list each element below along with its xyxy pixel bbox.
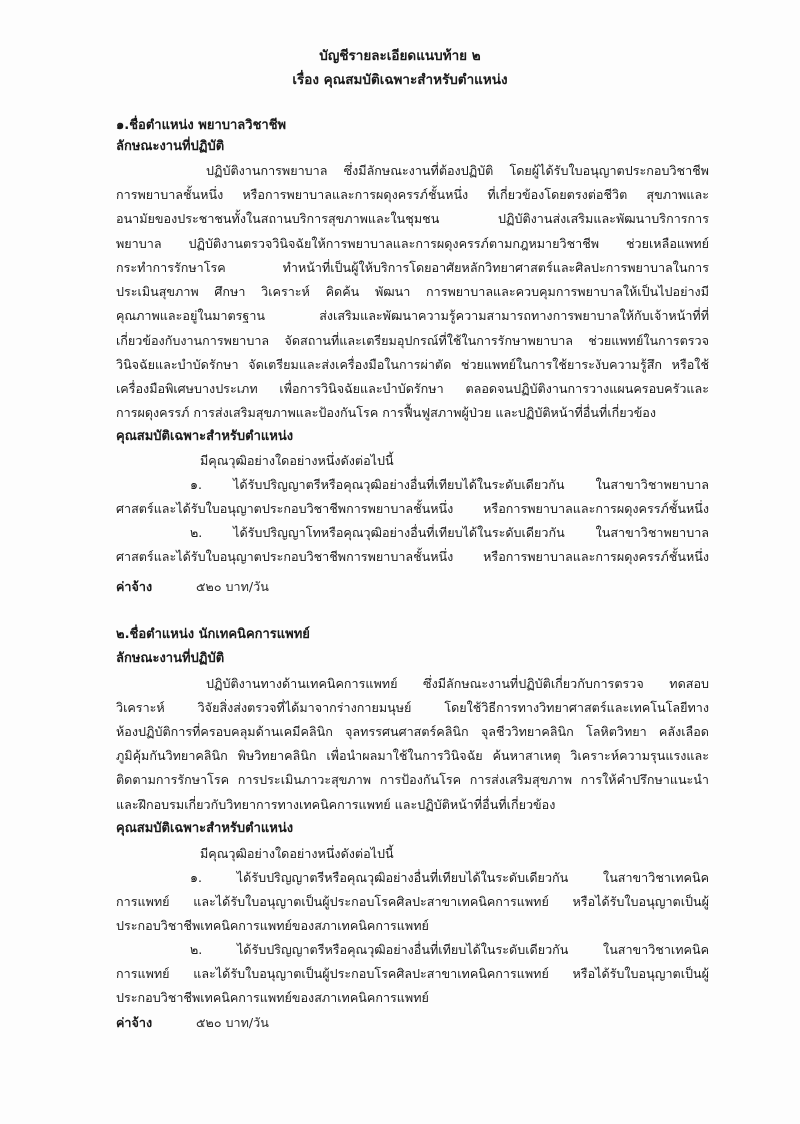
position-2-duties-line: ห้องปฏิบัติการที่ครอบคลุมด้านเคมีคลินิก จุลทรรศนศาสตร์คลินิก จุลชีววิทยาคลินิก โลหิตวิทยา คลังเลือด [116, 724, 709, 739]
position-1-qualification-item-2-cont: ศาสตร์และได้รับใบอนุญาตประกอบวิชาชีพการพยาบาลชั้นหนึ่ง หรือการพยาบาลและการผดุงครรภ์ชั้นหนึ่ง [116, 549, 709, 564]
position-1-qualification-item-1: ๑. ได้รับปริญญาตรีหรือคุณวุฒิอย่างอื่นที่เทียบได้ในระดับเดียวกัน ในสาขาวิชาพยาบาล [190, 477, 709, 492]
position-2-qualification-item-2: ๒. ได้รับปริญญาตรีหรือคุณวุฒิอย่างอื่นที่เทียบได้ในระดับเดียวกัน ในสาขาวิชาเทคนิค [190, 942, 709, 957]
position-2-qualification-item-1-cont: การแพทย์ และได้รับใบอนุญาตเป็นผู้ประกอบโรคศิลปะสาขาเทคนิคการแพทย์ หรือได้รับใบอนุญาตเป็นผู้ [116, 894, 709, 909]
position-1-qualification-item-2: ๒. ได้รับปริญญาโทหรือคุณวุฒิอย่างอื่นที่เทียบได้ในระดับเดียวกัน ในสาขาวิชาพยาบาล [190, 525, 709, 540]
position-2-duties-line: ภูมิคุ้มกันวิทยาคลินิก พิษวิทยาคลินิก เพื่อนำผลมาใช้ในการวินิจฉัย ค้นหาสาเหตุ วิเคราะห์ความรุนแรงและ [116, 748, 709, 763]
position-1-duties-line: ประเมินสุขภาพ ศึกษา วิเคราะห์ คิดค้น พัฒนา การพยาบาลและควบคุมการพยาบาลให้เป็นไปอย่างมี [116, 284, 709, 299]
position-1-duties-line: การผดุงครรภ์ การส่งเสริมสุขภาพและป้องกันโรค การฟื้นฟูสภาพผู้ป่วย และปฏิบัติหน้าที่อื่นที่เกี่ยวข้อง [116, 405, 657, 420]
position-1-duties-line: วินิจฉัยและบำบัดรักษา จัดเตรียมและส่งเครื่องมือในการผ่าตัด ช่วยแพทย์ในการใช้ยาระงับความรู้สึก หรือใช้ [116, 357, 709, 372]
position-2-duties-line: และฝึกอบรมเกี่ยวกับวิทยาการทางเทคนิคการแพทย์ และปฏิบัติหน้าที่อื่นที่เกี่ยวข้อง [116, 797, 556, 812]
position-2-duties-line: ปฏิบัติงานทางด้านเทคนิคการแพทย์ ซึ่งมีลักษณะงานที่ปฏิบัติเกี่ยวกับการตรวจ ทดสอบ [206, 676, 709, 691]
position-1-duties-line: คุณภาพและอยู่ในมาตรฐาน ส่งเสริมและพัฒนาความรู้ความสามารถทางการพยาบาลให้กับเจ้าหน้าที่ที่ [116, 308, 709, 323]
position-1-wage-value: ๕๒๐ บาท/วัน [196, 579, 269, 594]
position-1-duties-line: เกี่ยวข้องกับงานการพยาบาล จัดสถานที่และเตรียมอุปกรณ์ที่ใช้ในการรักษาพยาบาล ช่วยแพทย์ในการตรวจ [116, 333, 709, 348]
document-title [0, 44, 800, 92]
position-2-qualifications-label: คุณสมบัติเฉพาะสำหรับตำแหน่ง [116, 821, 294, 836]
title-line-2: เรื่อง คุณสมบัติเฉพาะสำหรับตำแหน่ง [292, 72, 508, 88]
position-2-heading: ๒.ชื่อตำแหน่ง นักเทคนิคการแพทย์ [116, 627, 310, 642]
position-2-duties-label: ลักษณะงานที่ปฏิบัติ [116, 651, 225, 666]
position-1-duties-line: การพยาบาลชั้นหนึ่ง หรือการพยาบาลและการผดุงครรภ์ชั้นหนึ่ง ที่เกี่ยวข้องโดยตรงต่อชีวิต สุขภาพและ [116, 187, 709, 202]
position-1-qualifications-intro: มีคุณวุฒิอย่างใดอย่างหนึ่งดังต่อไปนี้ [200, 453, 394, 468]
position-1-duties-label: ลักษณะงานที่ปฏิบัติ [116, 139, 225, 154]
position-2-duties-line: วิเคราะห์ วิจัยสิ่งส่งตรวจที่ได้มาจากร่างกายมนุษย์ โดยใช้วิธีการทางวิทยาศาสตร์และเทคโนโลยีทาง [116, 700, 709, 715]
position-1-duties-line: พยาบาล ปฏิบัติงานตรวจวินิจฉัยให้การพยาบาลและการผดุงครรภ์ตามกฎหมายวิชาชีพ ช่วยเหลือแพทย์ [116, 236, 709, 251]
position-2-duties-line: ติดตามการรักษาโรค การประเมินภาวะสุขภาพ การป้องกันโรค การส่งเสริมสุขภาพ การให้คำปรึกษาแนะนำ [116, 772, 709, 787]
position-1-qualification-item-1-cont: ศาสตร์และได้รับใบอนุญาตประกอบวิชาชีพการพยาบาลชั้นหนึ่ง หรือการพยาบาลและการผดุงครรภ์ชั้นหนึ่ง [116, 501, 709, 516]
position-2-qualification-item-1: ๑. ได้รับปริญญาตรีหรือคุณวุฒิอย่างอื่นที่เทียบได้ในระดับเดียวกัน ในสาขาวิชาเทคนิค [190, 870, 709, 885]
position-1-qualifications-label: คุณสมบัติเฉพาะสำหรับตำแหน่ง [116, 429, 294, 444]
position-2-wage-label: ค่าจ้าง [116, 1015, 153, 1030]
title-line-1: บัญชีรายละเอียดแนบท้าย ๒ [319, 48, 481, 64]
position-2-wage-value: ๕๒๐ บาท/วัน [196, 1015, 269, 1030]
position-1-heading: ๑.ชื่อตำแหน่ง พยาบาลวิชาชีพ [116, 118, 287, 133]
position-1-duties-line: อนามัยของประชาชนทั้งในสถานบริการสุขภาพและในชุมชน ปฏิบัติงานส่งเสริมและพัฒนาบริการการ [116, 211, 709, 226]
position-1-wage-label: ค่าจ้าง [116, 579, 153, 594]
position-1-duties-line: ปฏิบัติงานการพยาบาล ซึ่งมีลักษณะงานที่ต้องปฏิบัติ โดยผู้ได้รับใบอนุญาตประกอบวิชาชีพ [206, 163, 709, 178]
position-1-duties-line: เครื่องมือพิเศษบางประเภท เพื่อการวินิจฉัยและบำบัดรักษา ตลอดจนปฏิบัติงานการวางแผนครอบครัวและ [116, 381, 709, 396]
position-2-qualification-item-1-cont: ประกอบวิชาชีพเทคนิคการแพทย์ของสภาเทคนิคการแพทย์ [116, 918, 429, 933]
position-2-qualification-item-2-cont: การแพทย์ และได้รับใบอนุญาตเป็นผู้ประกอบโรคศิลปะสาขาเทคนิคการแพทย์ หรือได้รับใบอนุญาตเป็นผู้ [116, 966, 709, 981]
position-1-duties-line: กระทำการรักษาโรค ทำหน้าที่เป็นผู้ให้บริการโดยอาศัยหลักวิทยาศาสตร์และศิลปะการพยาบาลในการ [116, 260, 709, 275]
position-2-qualifications-intro: มีคุณวุฒิอย่างใดอย่างหนึ่งดังต่อไปนี้ [200, 846, 394, 861]
position-2-qualification-item-2-cont: ประกอบวิชาชีพเทคนิคการแพทย์ของสภาเทคนิคการแพทย์ [116, 990, 429, 1005]
